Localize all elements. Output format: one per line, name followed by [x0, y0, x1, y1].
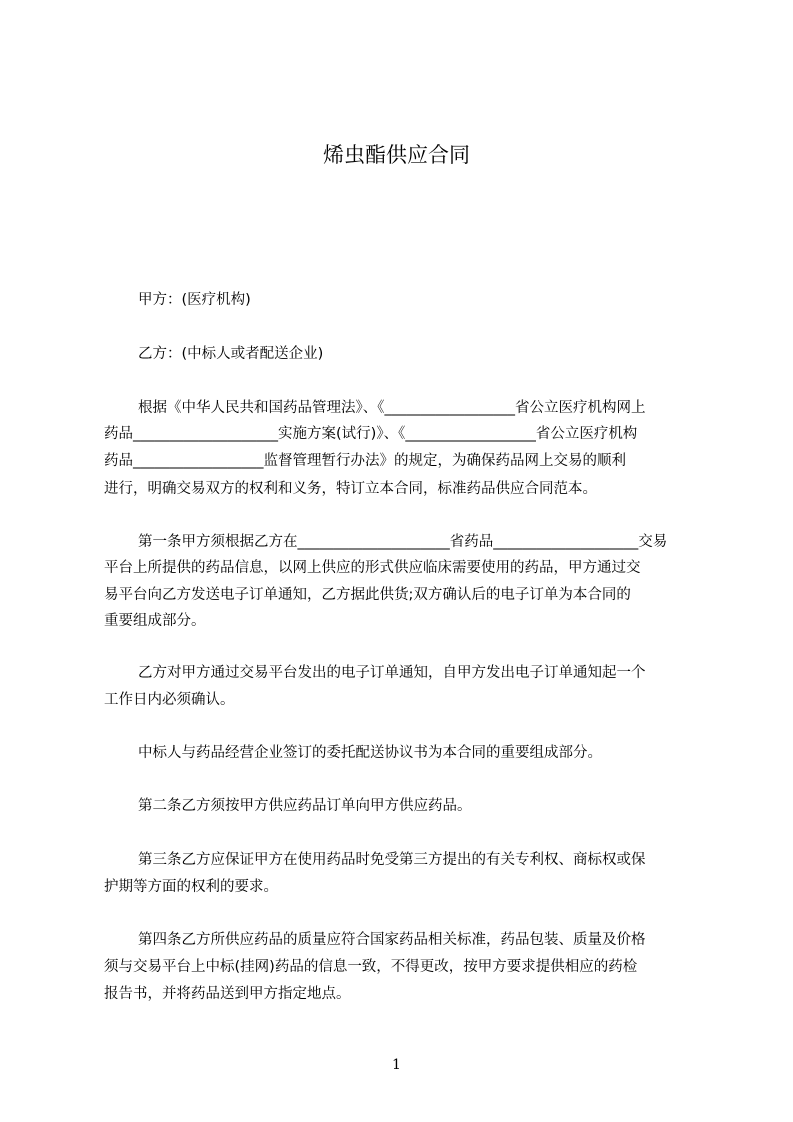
- party-b-line: 乙方：(中标人或者配送企业): [138, 346, 324, 362]
- paragraph-line: 平台上所提供的药品信息，以网上供应的形式供应临床需要使用的药品，甲方通过交: [104, 560, 641, 576]
- paragraph-line: 中标人与药品经营企业签订的委托配送协议书为本合同的重要组成部分。: [138, 745, 602, 761]
- paragraph-line: 药品____________________实施方案(试行)》、《__________________省公立医疗机构: [104, 426, 638, 442]
- party-a-line: 甲方：(医疗机构): [138, 292, 251, 308]
- paragraph-line: 第四条乙方所供应药品的质量应符合国家药品相关标准，药品包装、质量及价格: [138, 932, 646, 948]
- paragraph-line: 报告书，并将药品送到甲方指定地点。: [104, 986, 351, 1002]
- paragraph-line: 乙方对甲方通过交易平台发出的电子订单通知，自甲方发出电子订单通知起一个: [138, 665, 646, 681]
- paragraph-line: 第三条乙方应保证甲方在使用药品时免受第三方提出的有关专利权、商标权或保: [138, 852, 646, 868]
- paragraph-line: 进行，明确交易双方的权利和义务，特订立本合同，标准药品供应合同范本。: [104, 481, 597, 497]
- paragraph-line: 第一条甲方须根据乙方在_____________________省药品____________________交易: [138, 534, 668, 550]
- paragraph-line: 重要组成部分。: [104, 613, 206, 629]
- paragraph-line: 工作日内必须确认。: [104, 692, 235, 708]
- paragraph-line: 第二条乙方须按甲方供应药品订单向甲方供应药品。: [138, 798, 472, 814]
- paragraph-line: 药品__________________监督管理暂行办法》的规定，为确保药品网上交易的顺利: [104, 453, 626, 469]
- page-number: 1: [392, 1057, 401, 1073]
- paragraph-line: 护期等方面的权利的要求。: [104, 879, 278, 895]
- paragraph-line: 易平台向乙方发送电子订单通知，乙方据此供货;双方确认后的电子订单为本合同的: [104, 587, 631, 603]
- document-title: 烯虫酯供应合同: [323, 143, 470, 167]
- paragraph-line: 须与交易平台上中标(挂网)药品的信息一致，不得更改，按甲方要求提供相应的药检: [104, 959, 638, 975]
- paragraph-line: 根据《中华人民共和国药品管理法》、《__________________省公立医疗机构网上: [138, 400, 646, 416]
